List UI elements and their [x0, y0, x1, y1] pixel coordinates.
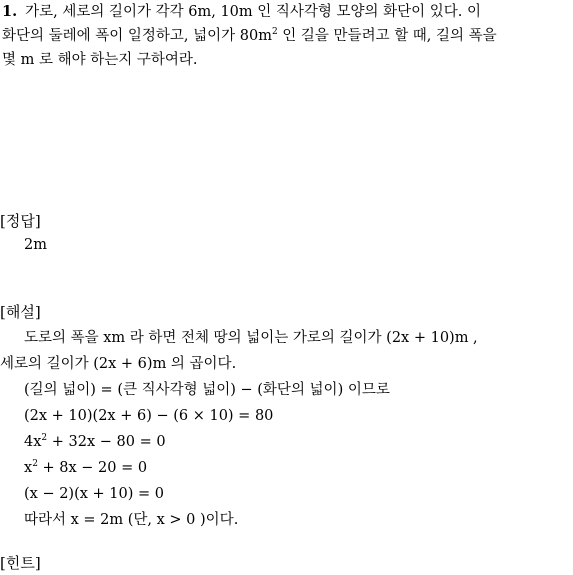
answer-heading: [정답] — [0, 212, 41, 230]
question-line-1 — [2, 2, 481, 22]
equation-2-a: 4x — [24, 434, 42, 450]
question-text-line-2b: 인 길을 만들려고 할 때, 길의 폭을 — [277, 28, 497, 44]
equation-2-superscript: 2 — [41, 433, 48, 443]
equation-3-superscript: 2 — [32, 459, 38, 469]
equation-3 — [24, 458, 147, 478]
explanation-line-2: 세로의 길이가 (2x + 6)m 의 곱이다. — [0, 356, 237, 372]
explanation-line-1: 도로의 폭을 xm 라 하면 전체 땅의 넓이는 가로의 길이가 (2x + 10)m , — [24, 330, 478, 346]
explanation-heading: [해설] — [0, 303, 41, 321]
equation-3-a: x — [24, 460, 33, 476]
equation-4: (x − 2)(x + 10) = 0 — [24, 486, 164, 502]
explanation-line-3: (길의 넓이) = (큰 직사각형 넓이) − (화단의 넓이) 이므로 — [24, 382, 390, 398]
explanation-conclusion: 따라서 x = 2m (단, x > 0 )이다. — [24, 512, 239, 528]
equation-3-b: + 8x − 20 = 0 — [37, 460, 148, 476]
equation-2 — [24, 432, 166, 452]
hint-heading: [힌트] — [0, 554, 41, 572]
equation-2-b: + 32x − 80 = 0 — [47, 434, 166, 450]
question-text-line-2a: 화단의 둘레에 폭이 일정하고, 넓이가 80m — [2, 28, 272, 44]
question-line-2 — [2, 26, 497, 46]
equation-1: (2x + 10)(2x + 6) − (6 × 10) = 80 — [24, 408, 274, 424]
question-line-3: 몇 m 로 해야 하는지 구하여라. — [2, 52, 198, 68]
answer-value: 2m — [24, 237, 47, 253]
question-text-line-1: 가로, 세로의 길이가 각각 6m, 10m 인 직사각형 모양의 화단이 있다. 이 — [25, 4, 482, 20]
question-superscript: 2 — [271, 27, 278, 37]
question-number: 1. — [2, 3, 18, 20]
